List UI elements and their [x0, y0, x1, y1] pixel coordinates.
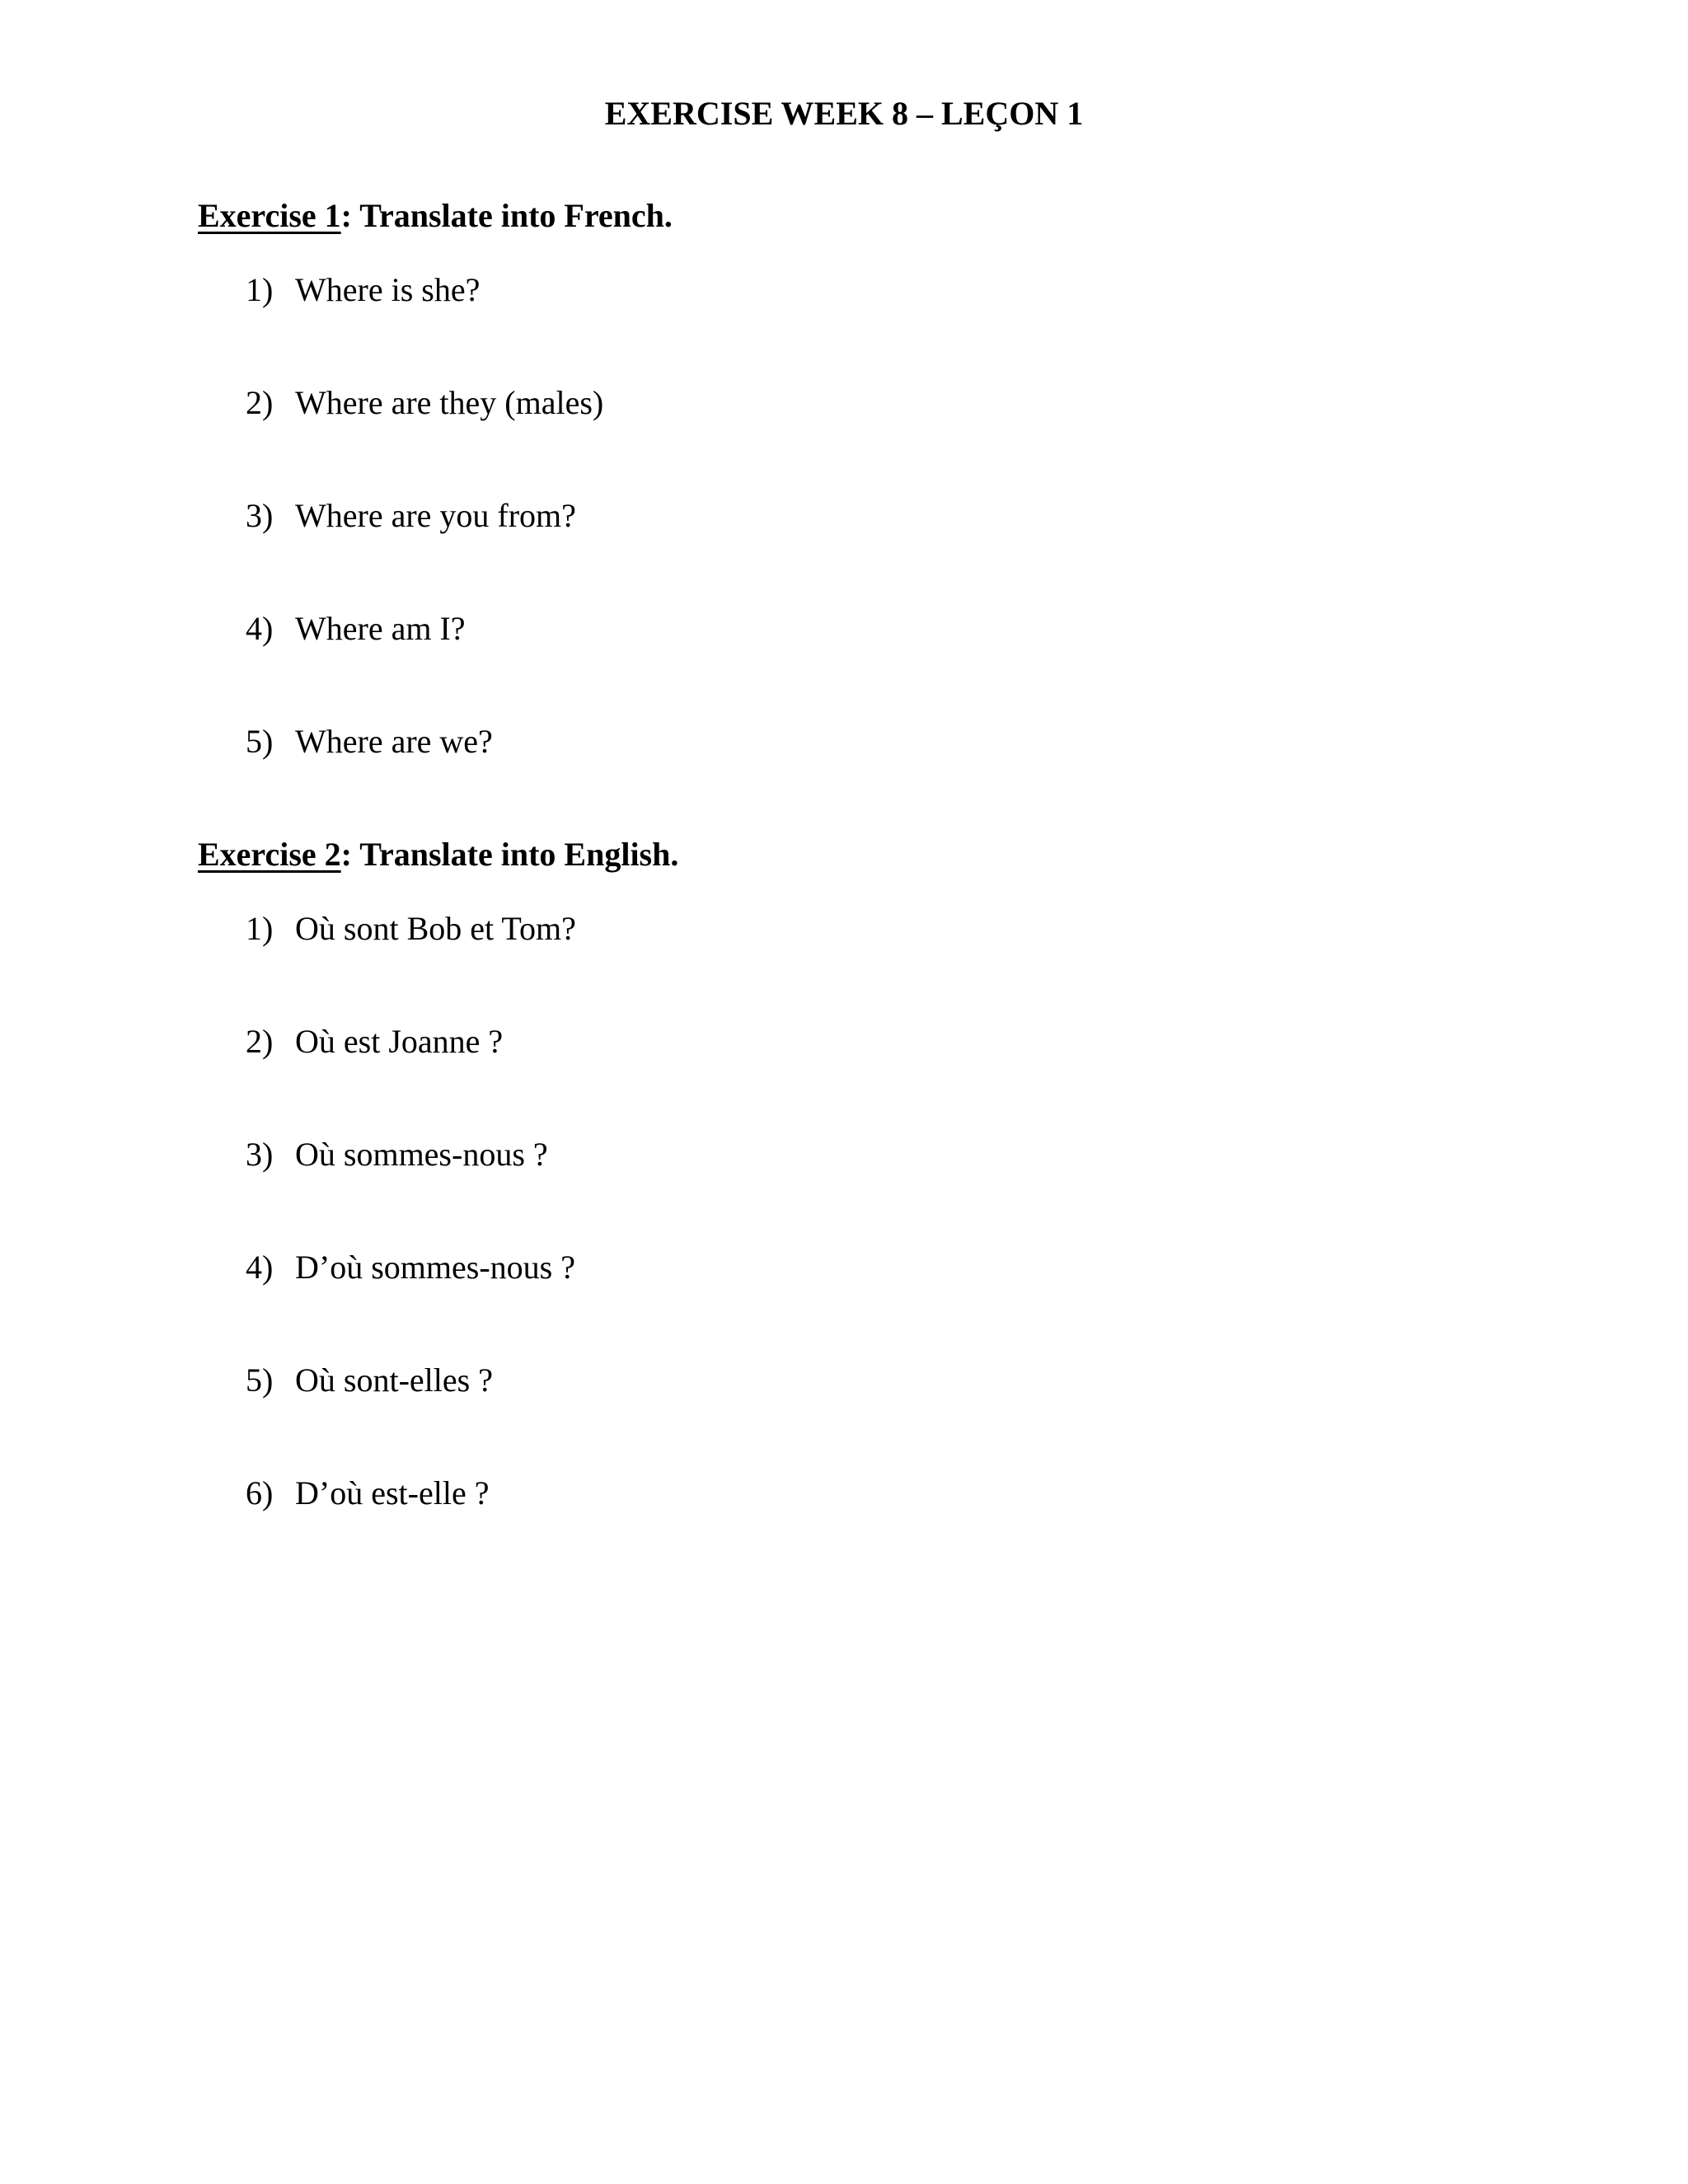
document-title: EXERCISE WEEK 8 – LEÇON 1 [604, 95, 1084, 132]
item-text: Où sommes-nous ? [295, 1136, 548, 1173]
item-text: Où sont-elles ? [295, 1361, 493, 1399]
exercise-2-item-1 [246, 907, 576, 950]
exercise-1-heading [198, 194, 673, 237]
exercise-1-instruction: : Translate into French. [340, 197, 673, 234]
item-number: 1) [246, 910, 274, 947]
exercise-2-heading [198, 833, 678, 876]
item-text: Où est Joanne ? [295, 1023, 504, 1060]
item-number: 2) [246, 1023, 274, 1060]
exercise-1-item-3 [246, 494, 576, 537]
item-number: 3) [246, 1136, 274, 1173]
item-text: Where are you from? [295, 497, 576, 534]
exercise-2-item-4 [246, 1246, 575, 1289]
exercise-2-instruction: : Translate into English. [340, 836, 679, 873]
item-text: Where is she? [295, 271, 481, 308]
item-number: 4) [246, 610, 274, 647]
exercise-1-item-4 [246, 607, 466, 650]
item-text: Where are they (males) [295, 384, 604, 421]
item-text: D’où sommes-nous ? [295, 1249, 575, 1286]
item-text: Where am I? [295, 610, 466, 647]
item-text: Where are we? [295, 723, 493, 760]
item-number: 3) [246, 497, 274, 534]
exercise-2-item-6 [246, 1472, 489, 1515]
item-number: 6) [246, 1474, 274, 1511]
exercise-1-item-1 [246, 269, 480, 312]
item-number: 4) [246, 1249, 274, 1286]
exercise-2-item-2 [246, 1020, 503, 1063]
exercise-1-item-5 [246, 720, 493, 763]
exercise-2-label: Exercise 2 [198, 836, 341, 873]
item-number: 5) [246, 1361, 274, 1399]
exercise-1-item-2 [246, 382, 603, 424]
exercise-1-label: Exercise 1 [198, 197, 341, 234]
item-text: Où sont Bob et Tom? [295, 910, 576, 947]
item-text: D’où est-elle ? [295, 1474, 490, 1511]
exercise-2-item-3 [246, 1133, 548, 1176]
item-number: 2) [246, 384, 274, 421]
exercise-2-item-5 [246, 1359, 493, 1402]
item-number: 1) [246, 271, 274, 308]
item-number: 5) [246, 723, 274, 760]
